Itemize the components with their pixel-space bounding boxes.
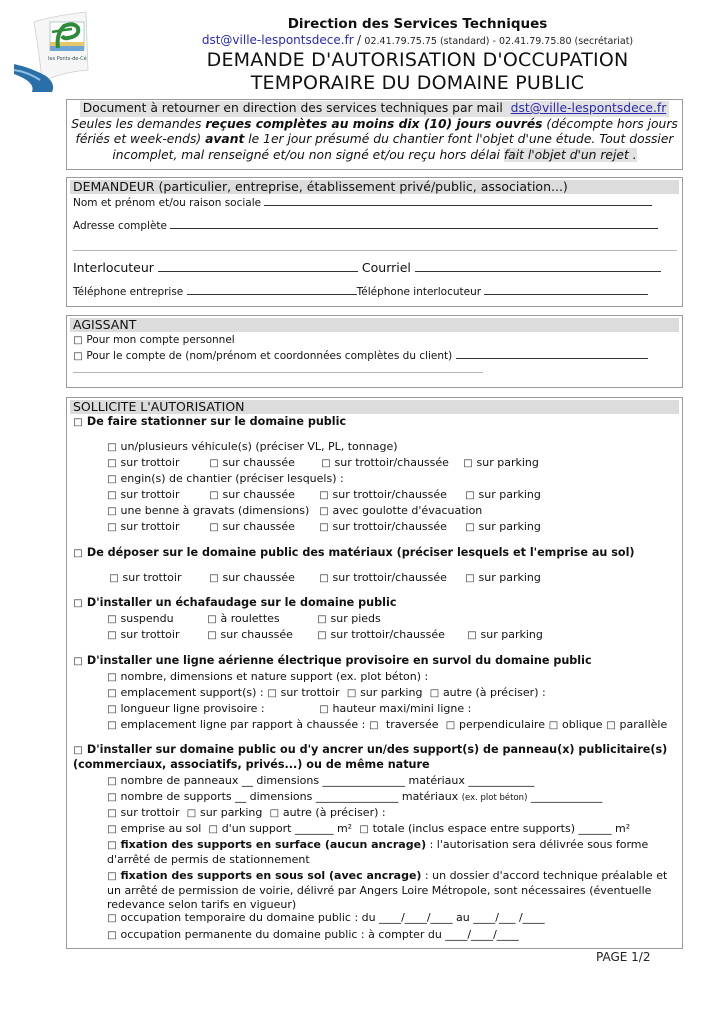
section-heading: AGISSANT <box>70 318 679 332</box>
checkbox-icon[interactable]: □ <box>73 351 83 362</box>
checkbox-icon: □ <box>319 522 329 533</box>
checkbox-icon[interactable]: □ <box>73 656 83 667</box>
option-underground-fixing[interactable]: □ fixation des supports en sous sol (avec ancrage) : un dossier d'accord technique préalable et un arrêté de permission de voirie, délivré par Angers Loire Métropole, sont nécessaires (éventuelle redevance selon tarifs en vigueur) <box>107 869 668 911</box>
checkbox-icon: □ <box>463 458 473 469</box>
checkbox-icon: □ <box>107 688 117 699</box>
address-second-line[interactable] <box>73 250 677 251</box>
contact-person-input-line[interactable] <box>158 262 358 272</box>
checkbox-icon[interactable]: □ <box>73 745 83 756</box>
section-heading: SOLLICITE L'AUTORISATION <box>70 400 679 414</box>
checkbox-icon: □ <box>107 720 117 731</box>
checkbox-icon[interactable]: □ <box>107 840 117 851</box>
option-site-machinery[interactable]: □ engin(s) de chantier (préciser lesquels) : <box>107 472 344 485</box>
request-materials[interactable]: □ De déposer sur le domaine public des matériaux (préciser lesquels et l'emprise au sol) <box>73 546 635 559</box>
document-title-line1: DEMANDE D'AUTORISATION D'OCCUPATION <box>206 49 629 71</box>
checkbox-icon: □ <box>209 522 219 533</box>
section-agissant <box>66 315 683 388</box>
checkbox-icon: □ <box>319 506 329 517</box>
option-personal-account[interactable]: □ Pour mon compte personnel <box>73 334 235 346</box>
intro-email-link[interactable]: dst@ville-lespontsdece.fr <box>510 101 667 115</box>
checkbox-icon[interactable]: □ <box>73 417 83 428</box>
les-ponts-de-ce-logo-icon <box>12 8 94 92</box>
checkbox-icon: □ <box>107 522 117 533</box>
checkbox-icon: □ <box>429 688 440 699</box>
document-header <box>150 16 685 95</box>
name-field[interactable]: Nom et prénom et/ou raison sociale <box>73 196 652 209</box>
contact-person-field[interactable]: Interlocuteur Courriel <box>73 260 661 275</box>
checkbox-icon[interactable]: □ <box>73 598 83 609</box>
checkbox-icon: □ <box>209 490 219 501</box>
checkbox-icon: □ <box>369 720 379 731</box>
phone-numbers: 02.41.79.75.75 (standard) - 02.41.79.75.80 (secrétariat) <box>364 36 634 47</box>
section-demandeur <box>66 177 683 307</box>
checkbox-icon: □ <box>207 630 217 641</box>
option-temporary-occupation[interactable]: □ occupation temporaire du domaine public : du ____/____/____ au ____/___ /____ <box>107 911 545 924</box>
section-heading: DEMANDEUR (particulier, entreprise, établissement privé/public, association...) <box>70 180 679 194</box>
checkbox-icon: □ <box>319 573 329 584</box>
checkbox-icon[interactable]: □ <box>107 792 117 803</box>
checkbox-icon: □ <box>465 490 475 501</box>
client-second-line[interactable] <box>73 372 483 373</box>
request-overhead-line[interactable]: □ D'installer une ligne aérienne électrique provisoire en survol du domaine public <box>73 654 592 667</box>
contact-phone-input-line[interactable] <box>484 285 648 295</box>
checkbox-icon[interactable]: □ <box>73 548 83 559</box>
option-client-account[interactable]: □ Pour le compte de (nom/prénom et coordonnées complètes du client) <box>73 349 648 364</box>
checkbox-icon: □ <box>109 573 119 584</box>
checkbox-icon: □ <box>207 614 217 625</box>
option-permanent-occupation[interactable]: □ occupation permanente du domaine public : à compter du ____/____/____ <box>107 928 519 941</box>
checkbox-icon: □ <box>107 490 117 501</box>
email-input-line[interactable] <box>415 262 661 272</box>
return-instructions: Document à retourner en direction des services techniques par mail dst@ville-lespontsdece.fr <box>80 101 670 117</box>
checkbox-icon[interactable]: □ <box>107 930 117 941</box>
checkbox-icon: □ <box>107 824 117 835</box>
document-title-line2: TEMPORAIRE DU DOMAINE PUBLIC <box>250 72 585 94</box>
header-email-link[interactable]: dst@ville-lespontsdece.fr <box>201 33 354 47</box>
city-logo <box>12 8 94 92</box>
request-parking[interactable]: □ De faire stationner sur le domaine public <box>73 415 347 428</box>
request-scaffolding[interactable]: □ D'installer un échafaudage sur le domaine public <box>73 596 397 609</box>
option-surface-fixing[interactable]: □ fixation des supports en surface (aucun ancrage) : l'autorisation sera délivrée sous forme d'arrêté de permis de stationnement <box>107 838 649 866</box>
checkbox-icon[interactable]: □ <box>107 913 117 924</box>
checkbox-icon: □ <box>209 573 219 584</box>
checkbox-icon: □ <box>107 808 117 819</box>
checkbox-icon[interactable]: □ <box>107 672 117 683</box>
checkbox-icon: □ <box>606 720 616 731</box>
checkbox-icon: □ <box>467 630 477 641</box>
checkbox-icon[interactable]: □ <box>73 335 83 346</box>
checkbox-icon[interactable]: □ <box>107 871 117 882</box>
checkbox-icon: □ <box>186 808 197 819</box>
checkbox-icon: □ <box>465 573 475 584</box>
option-support-details[interactable]: □ nombre, dimensions et nature support (ex. plot béton) : <box>107 670 429 683</box>
name-input-line[interactable] <box>264 196 652 206</box>
option-vehicles[interactable]: □ un/plusieurs véhicule(s) (préciser VL, PL, tonnage) <box>107 440 398 453</box>
signage-location-row: □ sur trottoir □ sur parking □ autre (à préciser) : <box>107 806 386 819</box>
contact-line: dst@ville-lespontsdece.fr / 02.41.79.75.75 (standard) - 02.41.79.75.80 (secrétariat) <box>201 33 634 47</box>
support-location-row: □ emplacement support(s) : □ sur trottoir □ sur parking □ autre (à préciser) : <box>107 686 546 699</box>
checkbox-icon: □ <box>346 688 357 699</box>
checkbox-icon: □ <box>107 704 117 715</box>
checkbox-icon: □ <box>107 630 117 641</box>
svg-text:les Ponts-de-Cé: les Ponts-de-Cé <box>48 56 87 62</box>
checkbox-icon: □ <box>269 808 280 819</box>
checkbox-icon: □ <box>107 506 117 517</box>
checkbox-icon: □ <box>445 720 456 731</box>
signage-title-continued: (commerciaux, associatifs, privés...) ou de même nature <box>73 758 430 771</box>
client-input-line[interactable] <box>456 349 648 359</box>
option-support-count[interactable]: □ nombre de supports __ dimensions _______________ matériaux (ex. plot béton) _____________ <box>107 790 603 803</box>
company-phone-input-line[interactable] <box>187 285 357 295</box>
checkbox-icon: □ <box>208 824 218 835</box>
checkbox-icon[interactable]: □ <box>107 776 117 787</box>
checkbox-icon: □ <box>209 458 219 469</box>
address-input-line[interactable] <box>170 219 658 229</box>
checkbox-icon[interactable]: □ <box>107 442 117 453</box>
checkbox-icon: □ <box>465 522 475 533</box>
instructions-box <box>66 99 683 170</box>
address-field[interactable]: Adresse complète <box>73 219 658 232</box>
page-number: PAGE 1/2 <box>596 950 651 964</box>
checkbox-icon: □ <box>321 458 331 469</box>
section-sollicite: SOLLICITE L'AUTORISATION □ De faire stationner sur le domaine public □ un/plusieurs véhicule(s) (préciser VL, PL, tonnage) □ sur trottoir □ sur chaussée □ sur trottoir/chaussée □ sur parking □ engin(s) de chantier (préciser lesquels) : □ sur trottoir □ sur chaussée □ sur trottoir/chaussée □ sur parking □ une benne à gravats (dimensions) □ avec goulotte d'évacuation □ sur trottoir □ sur chaussée □ sur trottoir/chaussée □ sur parking □ De déposer sur le domaine public des matériaux (préciser lesquels et l'emprise au sol) □ sur trottoir □ sur chaussée □ sur trottoir/chaussée □ sur parking □ D'installer un échafaudage sur le domaine public □ suspendu □ à roulettes □ sur pieds □ sur trottoir □ sur chaussée □ sur trottoir/chaussée □ sur parking □ D'installer une ligne aérienne électrique provisoire en survol du domaine public □ nombre, dimensions et nature support (ex. plot béton) : □ emplacement support(s) : □ sur trottoir □ sur parking □ autre (à préciser) : □ longueur ligne provisoire : □ hauteur maxi/mini ligne : □ emplacement ligne par rapport à chaussée : □ traversée □ perpendiculaire □ oblique □ parallèle □ D'installer sur domaine public ou d'y ancrer un/des support(s) de panneau(x) publicitaire(s) (commerciaux, associatifs, privés...) ou de même nature □ nombre de panneaux __ dimensions _______________ matériaux ____________ □ nombre de supports __ dimensions _______________ matériaux (ex. plot béton) _____________ □ sur trottoir □ sur parking □ autre (à préciser) : □ emprise au sol □ d'un support _______ m² □ totale (inclus espace entre supports) ______ m² □ fixation des supports en surface (aucun ancrage) : l'autorisation sera délivrée sous forme d'arrêté de permis de stationnement □ fixation des supports en sous sol (avec ancrage) : un dossier d'accord technique préalable et un arrêté de permission de voirie, délivré par Angers Loire Métropole, sont nécessaires (éventuelle redevance selon tarifs en vigueur) □ occupation temporaire du domaine public : du ____/____/____ au ____/___ /____ □ occupation permanente du domaine public : à compter du ____/____/____ <box>66 397 683 949</box>
request-signage-supports[interactable]: □ D'installer sur domaine public ou d'y ancrer un/des support(s) de panneau(x) publicitaire(s) <box>73 743 668 756</box>
department-name: Direction des Services Techniques <box>287 16 548 32</box>
line-position-row: □ emplacement ligne par rapport à chaussée : □ traversée □ perpendiculaire □ oblique □ parallèle <box>107 718 668 731</box>
checkbox-icon: □ <box>319 490 329 501</box>
checkbox-icon: □ <box>317 614 327 625</box>
checkbox-icon: □ <box>359 824 369 835</box>
deadline-notice: Seules les demandes reçues complètes au moins dix (10) jours ouvrés (décompte hors jours fériés et week-ends) avant le 1er jour présumé du chantier font l'objet d'une étude. Tout dossier incomplet, mal renseigné et/ou non signé et/ou reçu hors délai fait l'objet d'un rejet . <box>71 116 678 162</box>
ground-footprint-row: □ emprise au sol □ d'un support _______ m² □ totale (inclus espace entre supports) ______ m² <box>107 822 631 835</box>
phone-fields[interactable]: Téléphone entreprise Téléphone interlocuteur <box>73 285 648 298</box>
checkbox-icon[interactable]: □ <box>107 474 117 485</box>
checkbox-icon: □ <box>107 458 117 469</box>
checkbox-icon: □ <box>319 704 329 715</box>
checkbox-icon: □ <box>548 720 559 731</box>
option-panel-count[interactable]: □ nombre de panneaux __ dimensions _______________ matériaux ____________ <box>107 774 535 787</box>
checkbox-icon: □ <box>317 630 327 641</box>
checkbox-icon: □ <box>267 688 277 699</box>
checkbox-icon: □ <box>107 614 117 625</box>
